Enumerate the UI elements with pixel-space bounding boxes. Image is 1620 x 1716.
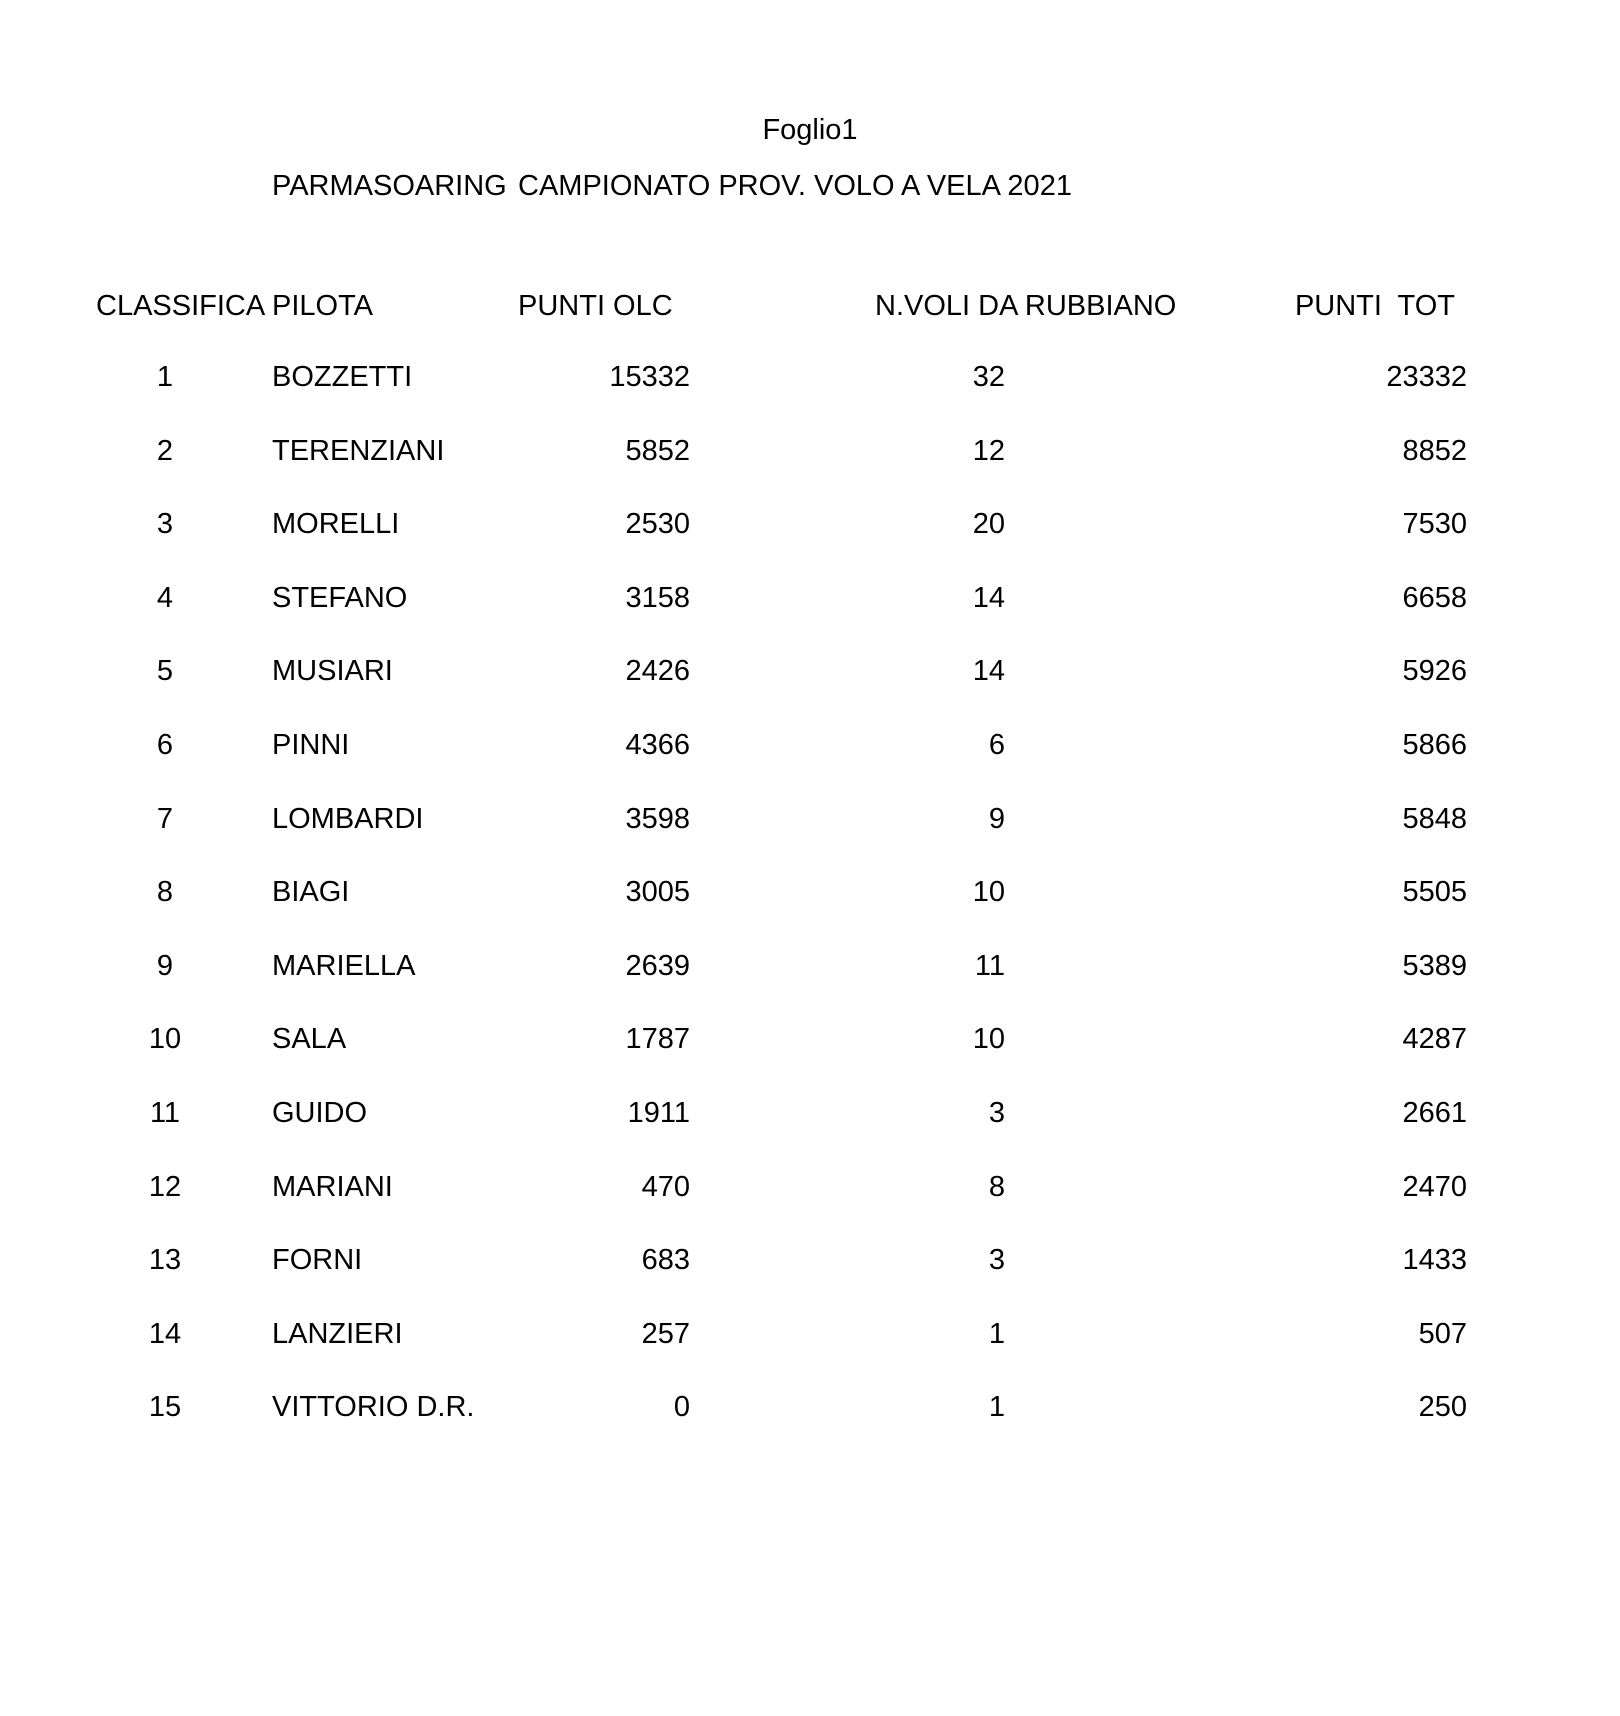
cell-punti-olc: 2639 <box>625 949 690 982</box>
cell-nvoli: 6 <box>988 729 1005 761</box>
cell-pilot: MORELLI <box>272 508 400 541</box>
cell-rank: 10 <box>148 1023 182 1056</box>
table-row <box>0 1021 1620 1061</box>
cell-rank: 9 <box>156 949 174 982</box>
cell-punti-tot: 5926 <box>1402 655 1467 688</box>
cell-punti-tot: 7530 <box>1402 508 1467 541</box>
cell-rank: 5 <box>156 655 174 688</box>
table-row <box>0 1242 1620 1282</box>
table-row <box>0 1316 1620 1356</box>
cell-nvoli: 10 <box>972 1023 1005 1056</box>
cell-punti-tot: 1433 <box>1402 1244 1467 1277</box>
cell-pilot: STEFANO <box>272 581 408 614</box>
cell-nvoli: 1 <box>988 1391 1005 1424</box>
cell-nvoli: 3 <box>988 1244 1005 1277</box>
cell-punti-olc: 3158 <box>625 581 690 614</box>
cell-nvoli: 14 <box>972 655 1005 688</box>
table-row <box>0 801 1620 841</box>
cell-punti-tot: 6658 <box>1402 581 1467 614</box>
cell-pilot: MARIELLA <box>272 949 416 982</box>
cell-punti-tot: 5866 <box>1402 729 1467 761</box>
cell-punti-olc: 3598 <box>625 802 690 835</box>
cell-pilot: BIAGI <box>272 876 350 909</box>
cell-punti-tot: 250 <box>1418 1391 1467 1424</box>
cell-punti-tot: 2661 <box>1402 1097 1467 1129</box>
cell-rank: 1 <box>156 361 174 393</box>
cell-punti-olc: 2426 <box>625 655 690 688</box>
cell-rank: 13 <box>148 1244 182 1277</box>
cell-pilot: LANZIERI <box>272 1317 403 1350</box>
cell-pilot: MARIANI <box>272 1170 393 1203</box>
cell-punti-tot: 5389 <box>1402 949 1467 982</box>
cell-punti-tot: 2470 <box>1402 1170 1467 1203</box>
cell-rank: 12 <box>148 1170 182 1203</box>
cell-pilot: BOZZETTI <box>272 361 413 393</box>
cell-punti-olc: 1787 <box>625 1023 690 1056</box>
cell-nvoli: 3 <box>988 1097 1005 1129</box>
cell-punti-olc: 683 <box>641 1244 690 1277</box>
cell-punti-olc: 5852 <box>625 434 690 467</box>
cell-nvoli: 12 <box>972 434 1005 467</box>
cell-rank: 4 <box>156 581 174 614</box>
column-header-punti-tot: PUNTI TOT <box>1294 290 1455 322</box>
cell-punti-tot: 8852 <box>1402 434 1467 467</box>
cell-pilot: MUSIARI <box>272 655 393 688</box>
table-row <box>0 653 1620 693</box>
table-row <box>0 359 1620 399</box>
cell-pilot: PINNI <box>272 729 350 761</box>
cell-punti-tot: 4287 <box>1402 1023 1467 1056</box>
cell-punti-tot: 23332 <box>1386 361 1467 393</box>
cell-punti-olc: 1911 <box>627 1097 690 1129</box>
cell-pilot: SALA <box>272 1023 347 1056</box>
cell-punti-olc: 4366 <box>625 729 690 761</box>
cell-nvoli: 11 <box>974 949 1005 982</box>
table-row <box>0 727 1620 767</box>
cell-punti-tot: 5848 <box>1402 802 1467 835</box>
cell-pilot: TERENZIANI <box>272 434 445 467</box>
cell-rank: 11 <box>149 1097 181 1129</box>
column-header-pilota: PILOTA <box>272 290 373 322</box>
table-row <box>0 1389 1620 1429</box>
table-row <box>0 580 1620 620</box>
cell-nvoli: 20 <box>972 508 1005 541</box>
cell-nvoli: 9 <box>988 802 1005 835</box>
cell-pilot: LOMBARDI <box>272 802 424 835</box>
column-header-nvoli-da-rubbiano: N.VOLI DA RUBBIANO <box>875 290 1177 322</box>
table-row <box>0 874 1620 914</box>
cell-nvoli: 10 <box>972 876 1005 909</box>
cell-nvoli: 32 <box>972 361 1005 393</box>
cell-rank: 15 <box>148 1391 182 1424</box>
cell-punti-olc: 2530 <box>625 508 690 541</box>
cell-nvoli: 14 <box>972 581 1005 614</box>
cell-rank: 3 <box>156 508 174 541</box>
cell-pilot: GUIDO <box>272 1097 368 1129</box>
cell-pilot: FORNI <box>272 1244 363 1277</box>
cell-rank: 14 <box>148 1317 182 1350</box>
table-row <box>0 506 1620 546</box>
cell-rank: 8 <box>156 876 174 909</box>
cell-pilot: VITTORIO D.R. <box>272 1391 475 1424</box>
cell-punti-olc: 0 <box>673 1391 690 1424</box>
cell-rank: 6 <box>156 729 174 761</box>
cell-nvoli: 1 <box>988 1317 1005 1350</box>
cell-rank: 2 <box>156 434 174 467</box>
table-row <box>0 1095 1620 1135</box>
column-header-punti-olc: PUNTI OLC <box>518 290 673 322</box>
championship-title: CAMPIONATO PROV. VOLO A VELA 2021 <box>518 170 1072 202</box>
cell-rank: 7 <box>156 802 174 835</box>
club-name: PARMASOARING <box>272 170 507 202</box>
cell-punti-olc: 3005 <box>625 876 690 909</box>
table-row <box>0 1169 1620 1209</box>
cell-punti-tot: 507 <box>1418 1317 1467 1350</box>
cell-punti-olc: 470 <box>641 1170 690 1203</box>
column-header-classifica: CLASSIFICA <box>96 290 266 322</box>
table-row <box>0 433 1620 473</box>
cell-punti-tot: 5505 <box>1402 876 1467 909</box>
cell-punti-olc: 15332 <box>609 361 690 393</box>
cell-nvoli: 8 <box>988 1170 1005 1203</box>
table-row <box>0 948 1620 988</box>
cell-punti-olc: 257 <box>641 1317 690 1350</box>
sheet-title: Foglio1 <box>762 114 858 146</box>
